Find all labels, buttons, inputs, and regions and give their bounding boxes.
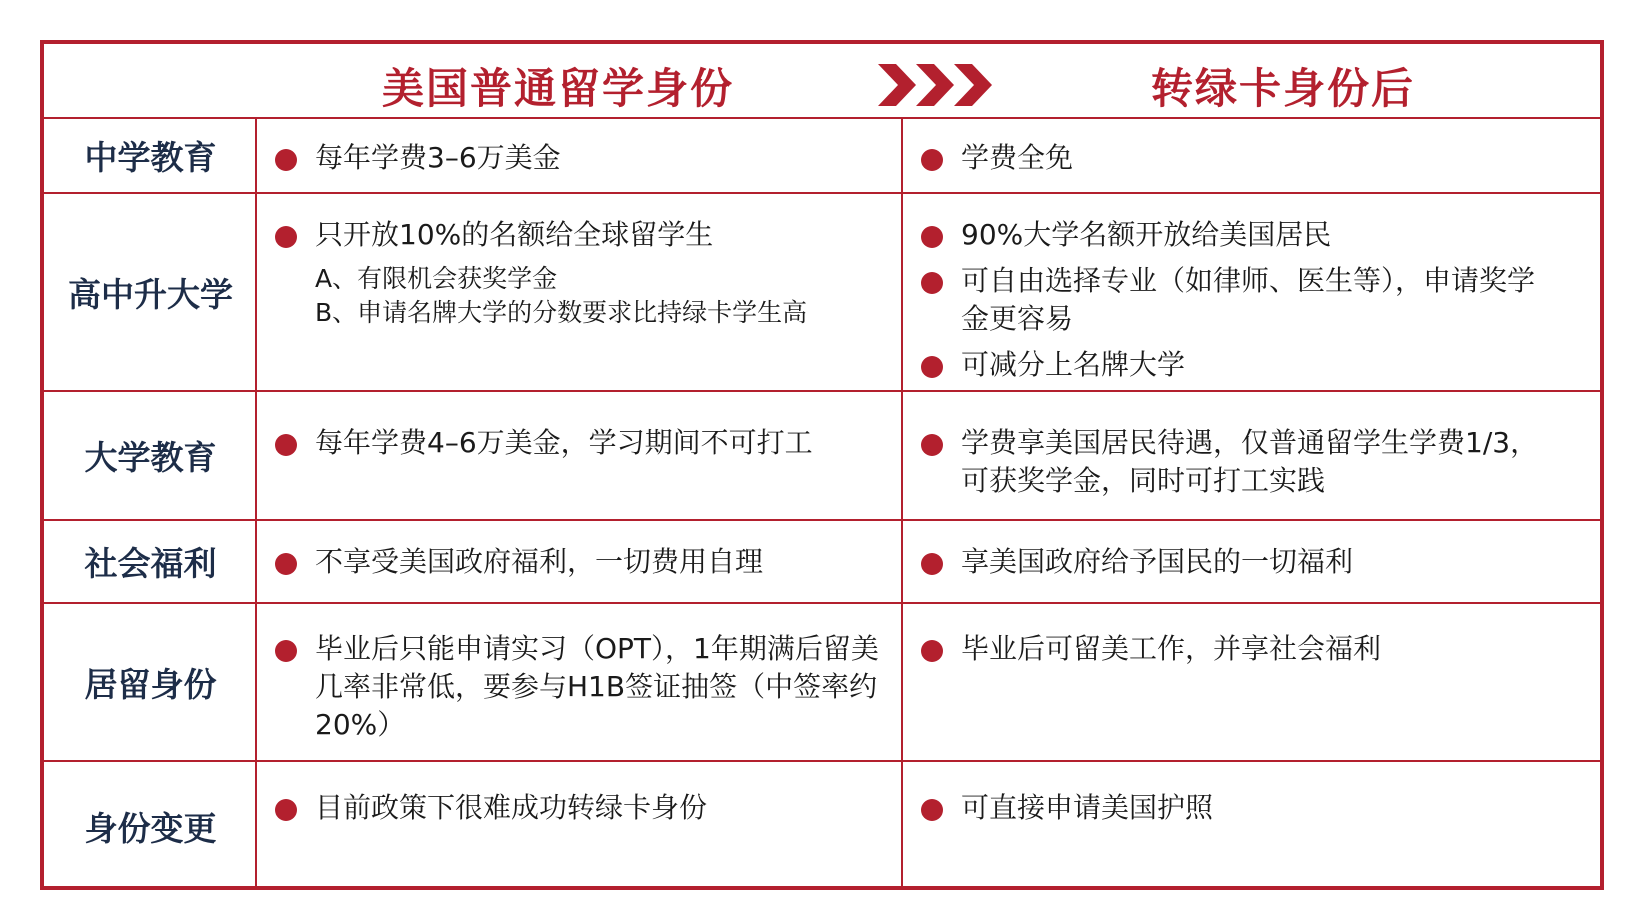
list-item: 毕业后只能申请实习（OPT），1年期满后留美几率非常低，要参与H1B签证抽签（中签率约20%） bbox=[275, 630, 895, 744]
divider bbox=[44, 760, 1600, 762]
row-left-cell bbox=[275, 216, 935, 330]
list-item: 毕业后可留美工作，并享社会福利 bbox=[921, 630, 1571, 668]
row-right-cell bbox=[921, 543, 1571, 589]
row-left-cell bbox=[275, 789, 935, 835]
row-right-cell bbox=[921, 216, 1541, 392]
row-left-cell bbox=[275, 630, 895, 752]
sub-item: B、申请名牌大学的分数要求比持绿卡学生高 bbox=[315, 298, 808, 327]
list-item: 目前政策下很难成功转绿卡身份 bbox=[275, 789, 935, 827]
divider bbox=[44, 117, 1600, 119]
row-right-cell bbox=[921, 789, 1571, 835]
row-right-cell bbox=[921, 630, 1571, 676]
row-label: 身份变更 bbox=[84, 808, 217, 848]
row-label: 居留身份 bbox=[84, 664, 217, 704]
row-right-cell bbox=[921, 139, 1571, 185]
list-item: 学费享美国居民待遇，仅普通留学生学费1/3，可获奖学金，同时可打工实践 bbox=[921, 424, 1561, 500]
list-item: 每年学费3–6万美金 bbox=[275, 139, 935, 177]
row-label: 中学教育 bbox=[84, 138, 217, 177]
row-left-cell bbox=[275, 139, 935, 185]
list-item: 学费全免 bbox=[921, 139, 1571, 177]
list-item: 可自由选择专业（如律师、医生等），申请奖学金更容易 bbox=[921, 262, 1541, 338]
list-item: 每年学费4–6万美金，学习期间不可打工 bbox=[275, 424, 935, 462]
divider bbox=[44, 519, 1600, 521]
divider bbox=[44, 192, 1600, 194]
table-header bbox=[44, 44, 1600, 122]
row-label: 高中升大学 bbox=[68, 274, 233, 314]
list-item: 享美国政府给予国民的一切福利 bbox=[921, 543, 1571, 581]
list-item: 可直接申请美国护照 bbox=[921, 789, 1571, 827]
triple-chevron-right-icon bbox=[878, 64, 998, 106]
row-label: 大学教育 bbox=[84, 438, 217, 477]
row-right-cell bbox=[921, 424, 1561, 508]
header-right-title: 转绿卡身份后 bbox=[1151, 64, 1416, 113]
row-label: 社会福利 bbox=[84, 544, 217, 583]
row-left-cell bbox=[275, 543, 935, 589]
list-item: 只开放10%的名额给全球留学生 bbox=[275, 216, 935, 254]
row-left-cell bbox=[275, 424, 935, 470]
sub-item: A、有限机会获奖学金 bbox=[315, 264, 558, 293]
list-item: 90%大学名额开放给美国居民 bbox=[921, 216, 1541, 254]
list-item: 不享受美国政府福利，一切费用自理 bbox=[275, 543, 935, 581]
list-item: 可减分上名牌大学 bbox=[921, 346, 1541, 384]
header-left-title: 美国普通留学身份 bbox=[382, 64, 735, 113]
comparison-table bbox=[40, 40, 1604, 890]
divider bbox=[44, 602, 1600, 604]
